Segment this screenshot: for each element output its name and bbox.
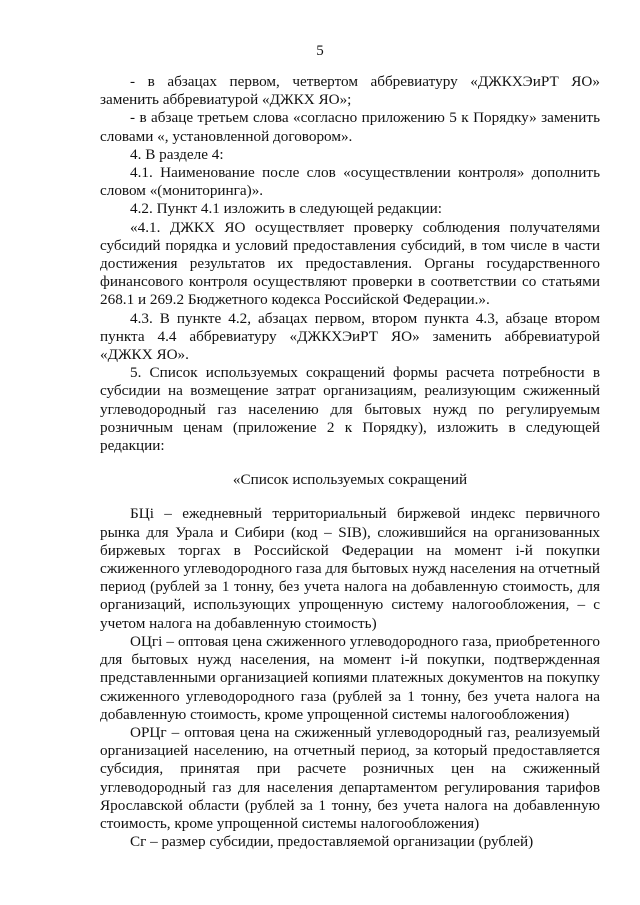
definition-sg: Сг – размер субсидии, предоставляемой организации (рублей) [130,833,534,851]
paragraph-5: 5. Список используемых сокращений формы расчета потребности в субсидии на возмещение затрат организациям, реализующим сжиженный углеводородный газ населению для бытовых нужд по регулируемым розничным ценам (приложение 2 к Порядку), изложить в следующей редакции: [100,364,600,455]
list-heading: «Список используемых сокращений [232,471,468,489]
paragraph-section-4: 4. В разделе 4: [130,145,224,163]
page-number: 5 [316,43,324,59]
definition-ocgi: ОЦгi – оптовая цена сжиженного углеводородного газа, приобретенного для бытовых нужд населения, на момент i-й покупки, подтвержденная представленными организацией копиями платежных документов на покупку сжиженного углеводородного газа (рублей за 1 тонну, без учета налога на добавленную стоимость, кроме упрощенной системы налогообложения) [100,632,600,723]
paragraph-abbrev-third: - в абзаце третьем слова «согласно приложению 5 к Порядку» заменить словами «, установленной договором». [100,109,600,145]
paragraph-4-1: 4.1. Наименование после слов «осуществлении контроля» дополнить словом «(мониторинга)». [100,164,600,200]
paragraph-quoted-4-1: «4.1. ДЖКХ ЯО осуществляет проверку соблюдения получателями субсидий порядка и условий предоставления субсидий, в том числе в части достижения результатов их предоставления. Органы государственного финансового контроля осуществляют проверки в соответствии со статьями 268.1 и 269.2 Бюджетного кодекса Российской Федерации.». [100,218,600,309]
definition-orcg: ОРЦг – оптовая цена на сжиженный углеводородный газ, реализуемый организацией населению, на отчетный период, за который предоставляется субсидия, принятая при расчете розничных цен на сжиженный углеводородный газ для населения департаментом регулирования тарифов Ярославской области (рублей за 1 тонну, без учета налога на добавленную стоимость, кроме упрощенной системы налогообложения) [100,723,600,832]
definition-bci: БЦi – ежедневный территориальный биржевой индекс первичного рынка для Урала и Сибири (код – SIB), сложившийся на организованных биржевых торгах в Российской Федерации на момент i-й покупки сжиженного углеводородного газа для бытовых нужд населения на отчетный период (рублей за 1 тонну, без учета налога на добавленную стоимость, для организаций, использующих упрощенную систему налогообложения, – с учетом налога на добавленную стоимость) [100,505,600,632]
paragraph-4-3: 4.3. В пункте 4.2, абзацах первом, втором пункта 4.3, абзаце втором пункта 4.4 аббревиатуру «ДЖКХЭиРТ ЯО» заменить аббревиатурой «ДЖКХ ЯО». [100,309,600,364]
document-body [100,73,600,851]
paragraph-abbrev-first-fourth: - в абзацах первом, четвертом аббревиатуру «ДЖКХЭиРТ ЯО» заменить аббревиатурой «ДЖКХ ЯО»; [100,73,600,109]
paragraph-4-2: 4.2. Пункт 4.1 изложить в следующей редакции: [130,200,443,218]
